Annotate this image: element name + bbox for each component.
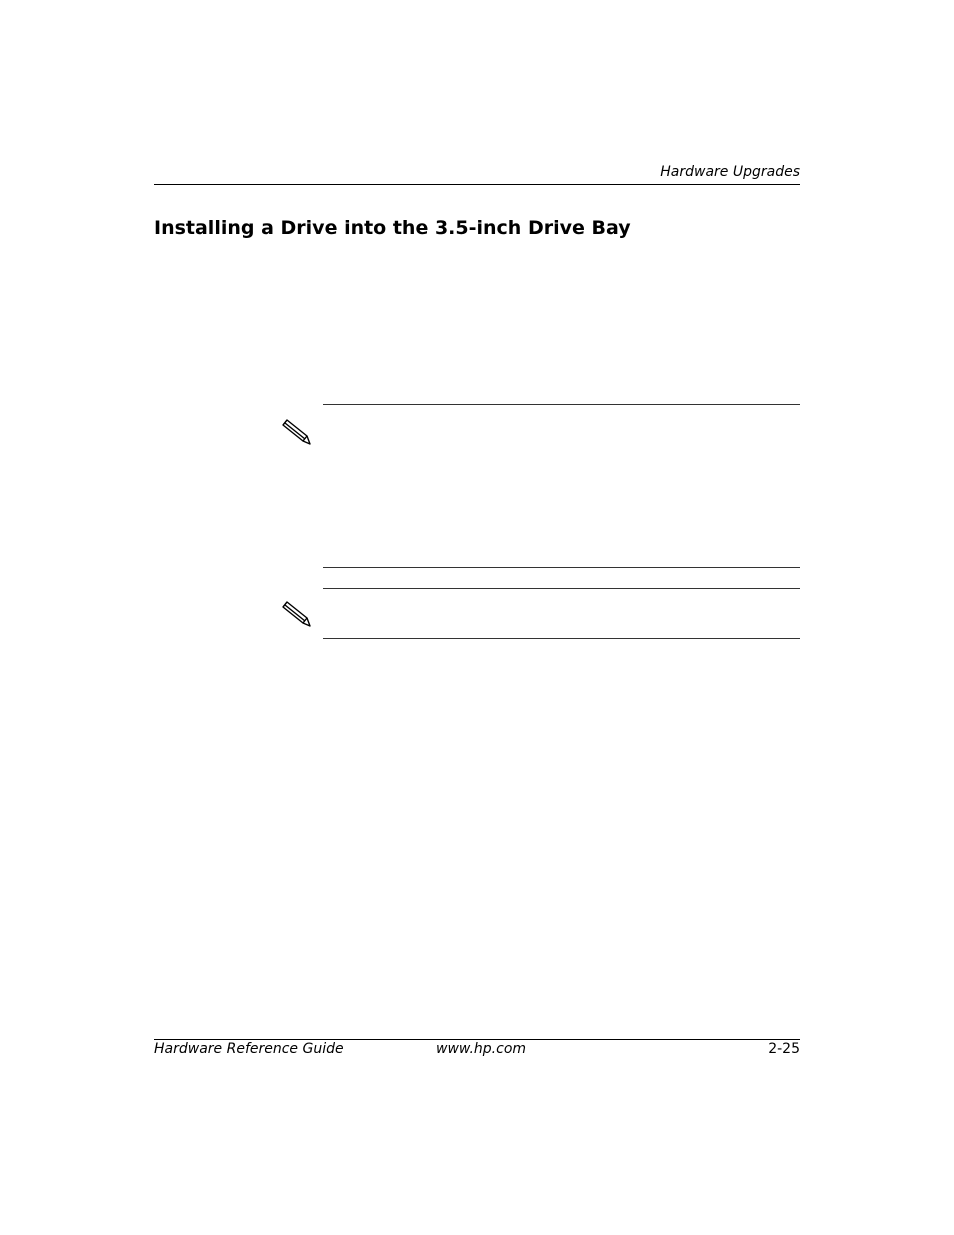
- running-header: Hardware Upgrades: [660, 164, 800, 180]
- pencil-icon: [279, 596, 313, 630]
- note-1-bottom-rule: [323, 567, 800, 568]
- note-2-bottom-rule: [323, 638, 800, 639]
- pencil-icon: [279, 414, 313, 448]
- footer-website: www.hp.com: [436, 1041, 527, 1057]
- footer-page-number: 2-25: [768, 1041, 800, 1057]
- note-2-top-rule: [323, 588, 800, 589]
- footer-rule: [154, 1039, 800, 1040]
- note-1-top-rule: [323, 404, 800, 405]
- header-rule: [154, 184, 800, 185]
- footer-guide-name: Hardware Reference Guide: [154, 1041, 344, 1057]
- section-title: Installing a Drive into the 3.5-inch Drive Bay: [154, 217, 631, 239]
